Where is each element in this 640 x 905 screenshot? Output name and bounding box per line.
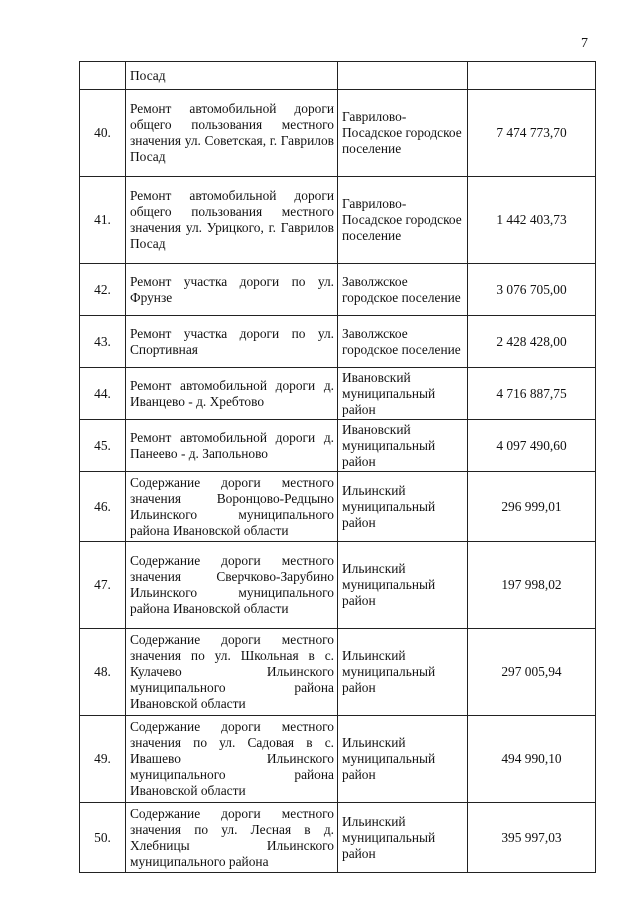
municipality-cell	[338, 177, 468, 264]
row-number-cell	[80, 542, 126, 629]
table-row	[80, 716, 596, 803]
row-number-cell	[80, 716, 126, 803]
municipality: Ильинский муниципальный район	[342, 561, 436, 608]
amount-cell	[468, 542, 596, 629]
amount: 3 076 705,00	[496, 281, 567, 297]
municipality-cell	[338, 62, 468, 90]
row-number-cell	[80, 420, 126, 472]
municipality-cell	[338, 472, 468, 542]
row-number: 45.	[94, 437, 111, 453]
amount-cell	[468, 420, 596, 472]
amount: 4 097 490,60	[496, 437, 567, 453]
row-number-cell	[80, 316, 126, 368]
table-row	[80, 177, 596, 264]
amount-cell	[468, 803, 596, 873]
page-number: 7	[581, 36, 588, 51]
work-description-cell	[126, 472, 338, 542]
municipality-cell	[338, 368, 468, 420]
table-row	[80, 420, 596, 472]
municipality: Ильинский муниципальный район	[342, 482, 436, 530]
amount: 7 474 773,70	[496, 125, 567, 140]
municipality-cell	[338, 264, 468, 316]
work-description: Ремонт участка дороги по ул. Спортивная	[130, 325, 334, 357]
municipality-cell	[338, 629, 468, 716]
amount: 2 428 428,00	[496, 333, 567, 349]
work-description: Ремонт участка дороги по ул. Фрунзе	[130, 273, 334, 305]
municipality-cell	[338, 803, 468, 873]
work-description: Содержание дороги местного значения по ул. Лесная в д. Хлебницы Ильинского муниципального района	[130, 805, 334, 869]
row-number: 41.	[94, 212, 111, 227]
row-number-cell	[80, 368, 126, 420]
row-number: 40.	[94, 125, 111, 140]
work-description: Содержание дороги местного значения Сверчково-Зарубино Ильинского муниципального района Ивановской области	[130, 553, 334, 616]
municipality-cell	[338, 542, 468, 629]
municipality: Ивановский муниципальный район	[342, 421, 436, 469]
amount-cell	[468, 716, 596, 803]
work-description-cell	[126, 264, 338, 316]
work-description: Содержание дороги местного значения Воронцово-Редцыно Ильинского муниципального района Ивановской области	[130, 474, 334, 538]
municipality-cell	[338, 420, 468, 472]
table-row	[80, 264, 596, 316]
row-number: 42.	[94, 281, 111, 297]
amount: 296 999,01	[501, 498, 562, 514]
work-description-cell	[126, 368, 338, 420]
row-number-cell	[80, 803, 126, 873]
amount-cell	[468, 629, 596, 716]
amount-cell	[468, 316, 596, 368]
table-row	[80, 368, 596, 420]
amount-cell	[468, 90, 596, 177]
work-description: Ремонт автомобильной дороги общего пользования местного значения ул. Советская, г. Гаврилов Посад	[130, 101, 334, 164]
municipality-cell	[338, 316, 468, 368]
row-number: 48.	[94, 664, 111, 679]
table-row	[80, 62, 596, 90]
amount: 494 990,10	[501, 751, 562, 766]
municipality: Ильинский муниципальный район	[342, 735, 436, 782]
row-number-cell	[80, 629, 126, 716]
table-row	[80, 316, 596, 368]
table-row	[80, 629, 596, 716]
work-description: Ремонт автомобильной дороги д. Панеево - д. Запольново	[130, 429, 334, 461]
work-description-cell	[126, 629, 338, 716]
amount-cell	[468, 472, 596, 542]
work-description-cell	[126, 177, 338, 264]
amount-cell	[468, 62, 596, 90]
row-number: 43.	[94, 333, 111, 349]
municipality: Гаврилово-Посадское городское поселение	[342, 196, 462, 243]
row-number: 47.	[94, 577, 111, 592]
road-works-table	[79, 61, 596, 873]
row-number-cell	[80, 62, 126, 90]
work-description-cell	[126, 716, 338, 803]
municipality-cell	[338, 716, 468, 803]
municipality: Заволжское городское поселение	[342, 325, 461, 357]
work-description: Содержание дороги местного значения по ул. Садовая в с. Ивашево Ильинского муниципального района Ивановской области	[130, 719, 334, 798]
work-description: Посад	[130, 67, 166, 83]
row-number-cell	[80, 177, 126, 264]
table-row	[80, 542, 596, 629]
row-number-cell	[80, 472, 126, 542]
municipality: Заволжское городское поселение	[342, 273, 461, 305]
table-row	[80, 472, 596, 542]
municipality: Ильинский муниципальный район	[342, 648, 436, 695]
work-description: Содержание дороги местного значения по ул. Школьная в с. Кулачево Ильинского муниципального района Ивановской области	[130, 632, 334, 711]
amount: 4 716 887,75	[496, 385, 567, 401]
amount: 1 442 403,73	[496, 212, 567, 227]
row-number: 50.	[94, 829, 111, 845]
work-description: Ремонт автомобильной дороги д. Иванцево - д. Хребтово	[130, 377, 334, 409]
work-description-cell	[126, 803, 338, 873]
work-description-cell	[126, 90, 338, 177]
table-row	[80, 90, 596, 177]
row-number: 49.	[94, 751, 111, 766]
municipality: Ильинский муниципальный район	[342, 813, 436, 861]
row-number-cell	[80, 90, 126, 177]
amount: 297 005,94	[501, 664, 562, 679]
work-description-cell	[126, 420, 338, 472]
work-description-cell	[126, 542, 338, 629]
amount: 197 998,02	[501, 577, 562, 592]
work-description: Ремонт автомобильной дороги общего пользования местного значения ул. Урицкого, г. Гаврилов Посад	[130, 188, 334, 251]
table-row	[80, 803, 596, 873]
row-number-cell	[80, 264, 126, 316]
amount-cell	[468, 177, 596, 264]
work-description-cell	[126, 62, 338, 90]
amount-cell	[468, 264, 596, 316]
row-number: 44.	[94, 385, 111, 401]
row-number: 46.	[94, 498, 111, 514]
municipality: Гаврилово-Посадское городское поселение	[342, 109, 462, 156]
municipality-cell	[338, 90, 468, 177]
work-description-cell	[126, 316, 338, 368]
amount: 395 997,03	[501, 829, 562, 845]
municipality: Ивановский муниципальный район	[342, 369, 436, 417]
amount-cell	[468, 368, 596, 420]
